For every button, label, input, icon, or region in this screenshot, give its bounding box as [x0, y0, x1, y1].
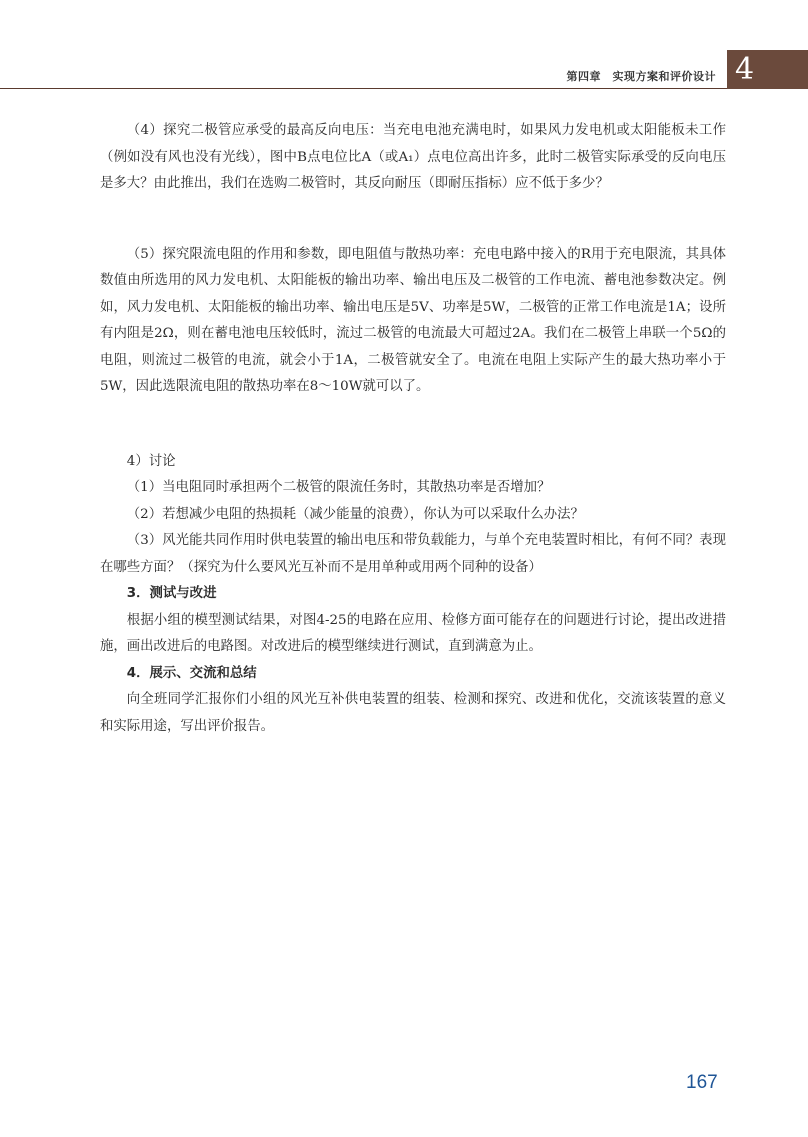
running-header-title: 第四章 实现方案和评价设计: [566, 70, 716, 83]
section-text-show: 向全班同学汇报你们小组的风光互补供电装置的组装、检测和探究、改进和优化，交流该装置的意义和实际用途，写出评价报告。: [100, 692, 726, 734]
paragraph-limiting-resistor: （5）探究限流电阻的作用和参数，即电阻值与散热功率：充电电路中接入的R用于充电限流，其具体数值由所选用的风力发电机、太阳能板的输出功率、输出电压及二极管的工作电流、蓄电池参数决定。例如，风力发电机、太阳能板的输出功率、输出电压是5V、功率是5W，二极管的正常工作电流是1A；设所有内阻是2Ω，则在蓄电池电压较低时，流过二极管的电流最大可超过2A。我们在二极管上串联一个5Ω的电阻，则流过二极管的电流，就会小于1A，二极管就安全了。电流在电阻上实际产生的最大热功率小于5W，因此选限流电阻的散热功率在8～10W就可以了。: [100, 246, 726, 394]
discussion-item-1: （1）当电阻同时承担两个二极管的限流任务时，其散热功率是否增加？: [126, 480, 551, 495]
header-rule: [0, 88, 727, 89]
chapter-number: 4: [735, 52, 755, 87]
discussion-heading: 4）讨论: [126, 453, 176, 469]
page-body: [100, 118, 726, 740]
discussion-item-3: （3）风光能共同作用时供电装置的输出电压和带负载能力，与单个充电装置时相比，有何不同？表现在哪些方面？（探究为什么要风光互补而不是用单种或用两个同种的设备）: [100, 533, 726, 575]
page-number: 167: [686, 1072, 718, 1093]
section-heading-show: 4．展示、交流和总结: [126, 665, 257, 681]
section-heading-test: 3．测试与改进: [126, 586, 217, 601]
discussion-item-2: （2）若想减少电阻的热损耗（减少能量的浪费），你认为可以采取什么办法？: [126, 506, 584, 522]
paragraph-reverse-voltage: （4）探究二极管应承受的最高反向电压：当充电电池充满电时，如果风力发电机或太阳能板未工作（例如没有风也没有光线），图中B点电位比A（或A₁）点电位高出许多，此时二极管实际承受的反向电压是多大？由此推出，我们在选购二极管时，其反向耐压（即耐压指标）应不低于多少？: [100, 123, 726, 191]
section-text-test: 根据小组的模型测试结果，对图4-25的电路在应用、检修方面可能存在的问题进行讨论，提出改进措施，画出改进后的电路图。对改进后的模型继续进行测试，直到满意为止。: [100, 612, 726, 654]
chapter-tab: [727, 50, 808, 89]
